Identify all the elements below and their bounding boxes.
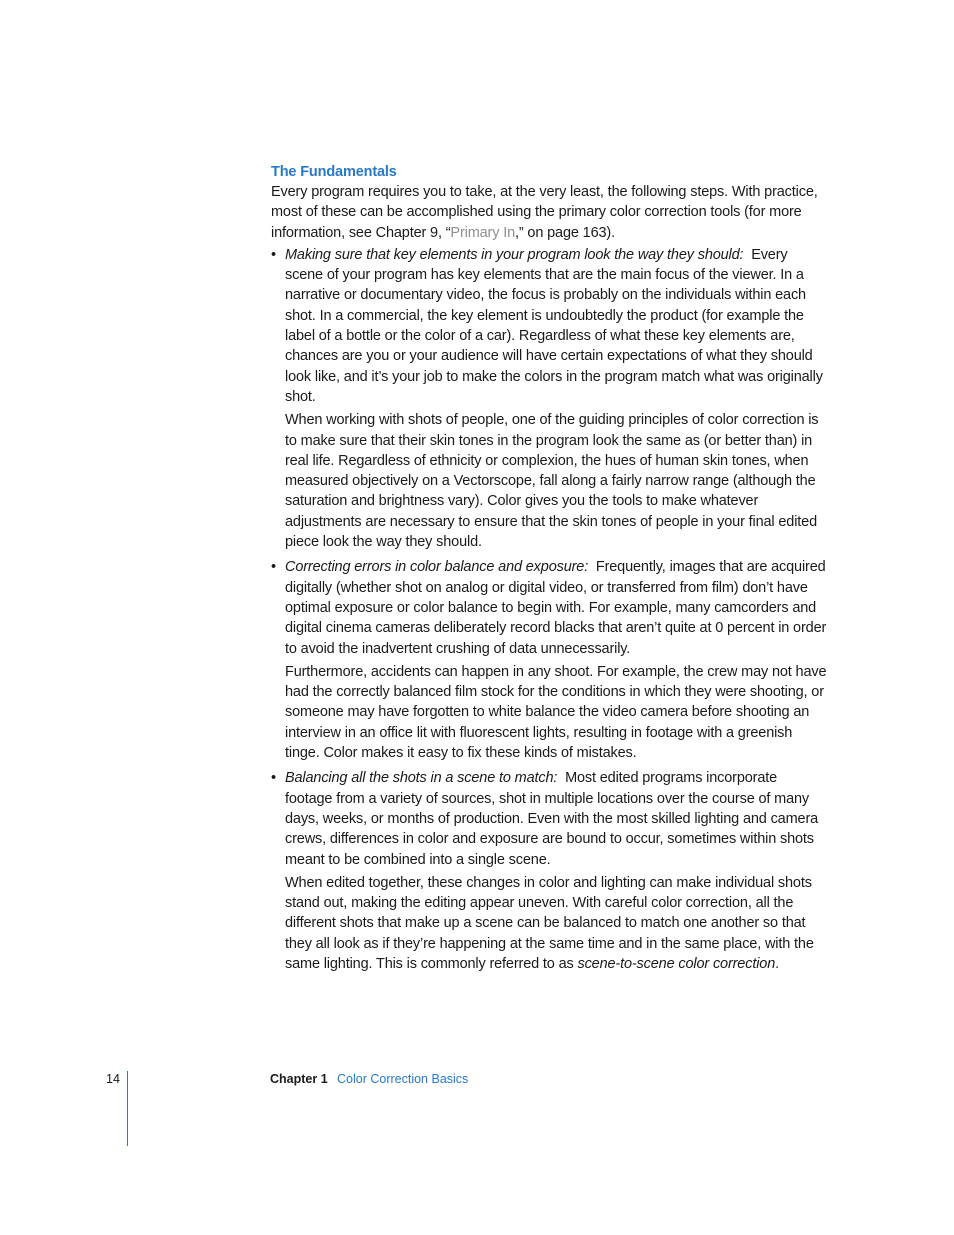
section-title: The Fundamentals [271,164,397,180]
bullet-marker: • [271,559,276,576]
bullet-extra-paragraph: When working with shots of people, one of the guiding principles of color correction is to make sure that their skin tones in the program look the same as (or better than) in real life. Regardless of ethnicity or complexion, the hues of human skin tones, when measured objectively on a Vectorscope, fall along a fairly narrow range (although the saturation and brightness vary). Color gives you the tools to make whatever adjustments are necessary to ensure that the skin tones of people in your final edited piece look the way they should. [285,412,819,551]
fundamentals-list [271,245,827,974]
bullet-text: Most edited programs incorporate footage from a variety of sources, shot in multiple locations over the course of many days, weeks, or months of production. Even with the most skilled lighting and camera crews, differences in color and exposure are bound to occur, sometimes within shots meant to be combined into a single scene. [285,770,819,868]
footer-chapter-title[interactable]: Color Correction Basics [337,1072,469,1086]
bullet-lead: Balancing all the shots in a scene to match: [285,770,558,787]
bullet-paragraph [285,557,827,658]
bullet-extra-end: . [775,955,779,972]
list-item [271,557,827,763]
bullet-text: Every scene of your program has key elements that are the main focus of the viewer. In a narrative or documentary video, the focus is probably on the individuals within each shot. In a commercial, the key element is undoubtedly the product (for example the label of a bottle or the color of a car). Regardless of what these key elements are, chances are you or your audience will have certain expectations of what they should look like, and it’s your job to make the colors in the program match what was originally shot. [285,246,823,405]
primary-in-link[interactable]: Primary In [450,224,515,241]
bullet-lead: Correcting errors in color balance and exposure: [285,559,589,576]
bullet-paragraph [285,245,827,407]
bullet-extra-paragraph: Furthermore, accidents can happen in any shoot. For example, the crew may not have had the correctly balanced film stock for the conditions in which they were shooting, or someone may have forgotten to white balance the video camera before shooting an interview in an office lit with fluorescent lights, resulting in footage with a greenish tinge. Color makes it easy to fix these kinds of mistakes. [285,663,827,762]
list-item [271,245,827,552]
bullet-text: Frequently, images that are acquired digitally (whether shot on analog or digital video, or transferred from film) don’t have optimal exposure or color balance to begin with. For example, many camcorders and digital cinema cameras deliberately record blacks that aren’t quite at 0 percent in order to avoid the inadvertent crushing of data unnecessarily. [285,559,827,657]
bullet-marker: • [271,770,276,787]
footer-divider [127,1071,128,1146]
scene-to-scene-term: scene-to-scene color correction [577,955,776,972]
intro-text-after: ,” on page 163). [515,224,615,241]
footer-chapter-label: Chapter 1 [270,1072,328,1086]
bullet-extra-paragraph [285,873,827,974]
page-content [271,162,827,979]
page-number: 14 [106,1072,120,1086]
bullet-marker: • [271,246,276,263]
bullet-paragraph [285,768,827,869]
bullet-lead: Making sure that key elements in your program look the way they should: [285,246,744,263]
intro-paragraph [271,182,827,243]
bullet-extra-text: When edited together, these changes in color and lighting can make individual shots stand out, making the editing appear uneven. With careful color correction, all the different shots that make up a scene can be balanced to match one another so that they all look as if they’re happening at the same time and in the same place, with the same lighting. This is commonly referred to as [285,874,814,972]
intro-text-before: Every program requires you to take, at the very least, the following steps. With practice, most of these can be accomplished using the primary color correction tools (for more information, see Chapter 9, “ [271,184,818,241]
list-item [271,768,827,974]
